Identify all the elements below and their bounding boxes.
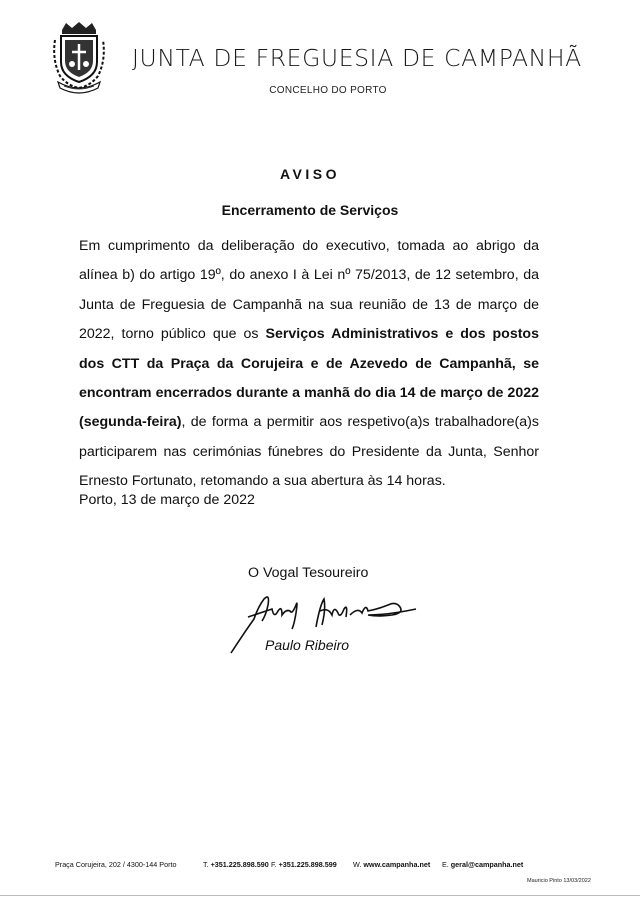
notice-date: Porto, 13 de março de 2022 bbox=[79, 492, 255, 508]
footer-address: Praça Corujeira, 202 / 4300-144 Porto bbox=[55, 860, 177, 869]
notice-body: Em cumprimento da deliberação do executivo, tomada ao abrigo da alínea b) do artigo 19º, do anexo I à Lei nº 75/2013, de 12 setembro, da Junta de Freguesia de Campanhã na sua reunião de 13 de março de 2022, torno público que os Serviços Administrativos e dos postos dos CTT da Praça da Corujeira e de Azevedo de Campanhã, se encontram encerrados durante a manhã do dia 14 de março de 2022 (segunda-feira), de forma a permitir aos respetivo(a)s trabalhadore(a)s participarem nas cerimónias fúnebres do Presidente da Junta, Senhor Ernesto Fortunato, retomando a sua abertura às 14 horas. bbox=[79, 238, 539, 490]
footer-phone: T. +351.225.898.590 bbox=[203, 860, 269, 869]
footer-email[interactable]: E. geral@campanha.net bbox=[442, 860, 524, 869]
letter-footer bbox=[0, 860, 640, 880]
org-name: JUNTA DE FREGUESIA DE CAMPANHÃ bbox=[132, 44, 582, 72]
footer-divider bbox=[0, 895, 640, 896]
footer-fax: F. +351.225.898.599 bbox=[271, 860, 337, 869]
notice-body-emphasis: Serviços Administrativos e dos postos dos CTT da Praça da Corujeira e de Azevedo de Campanhã, se encontram encerrados durante a manhã do dia 14 de março de 2022 (segunda-feira) bbox=[79, 326, 539, 431]
org-subtitle: CONCELHO DO PORTO bbox=[269, 85, 387, 96]
letterhead bbox=[0, 0, 640, 110]
footer-website[interactable]: W. www.campanha.net bbox=[353, 860, 431, 869]
signatory-name: Paulo Ribeiro bbox=[265, 637, 350, 653]
notice-title: AVISO bbox=[279, 166, 341, 182]
document-initials: Mauricio Pinto 13/03/2022 bbox=[527, 878, 591, 884]
coat-of-arms-icon bbox=[50, 20, 108, 94]
notice-subtitle: Encerramento de Serviços bbox=[221, 202, 399, 218]
signatory-role: O Vogal Tesoureiro bbox=[248, 565, 369, 581]
